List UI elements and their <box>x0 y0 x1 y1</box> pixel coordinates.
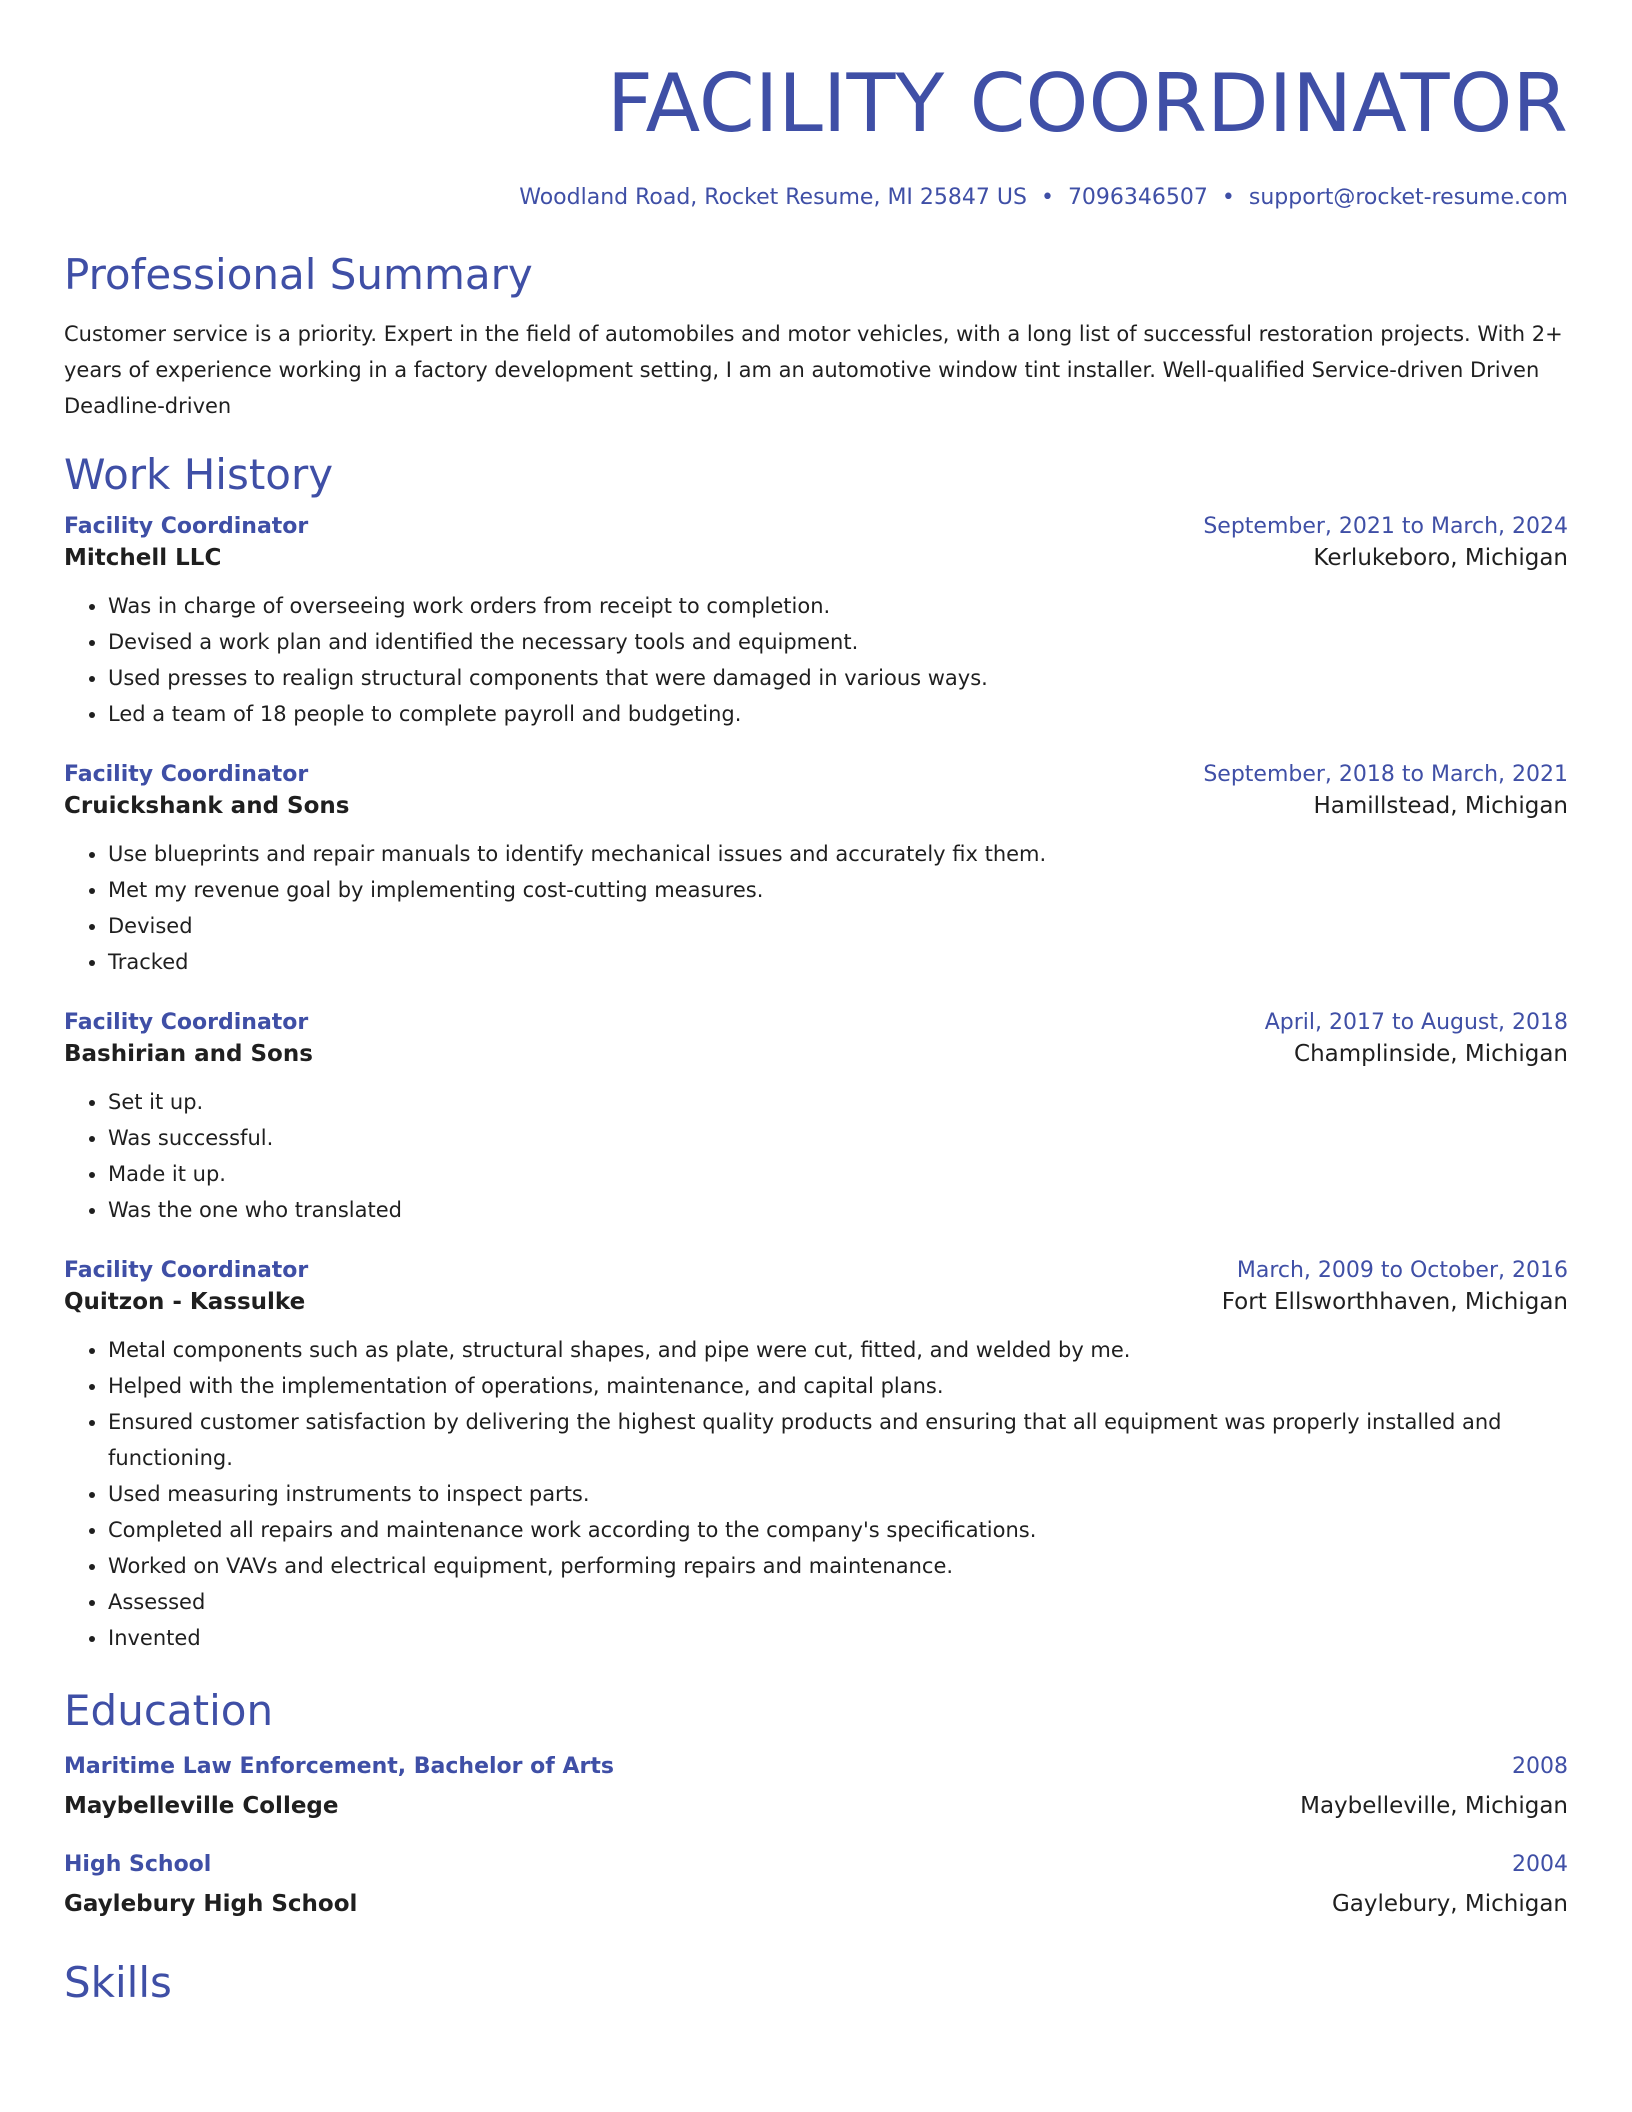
bullet-item: • Was in charge of overseeing work orders from receipt to completion. <box>108 588 1568 624</box>
work-entry-header <box>64 760 1568 790</box>
work-entry <box>64 1008 1568 1228</box>
education-year: 2008 <box>1512 1754 1568 1779</box>
work-entry-subheader <box>64 1038 1568 1070</box>
work-entry-header <box>64 1008 1568 1038</box>
job-location: Champlinside, Michigan <box>1294 1041 1568 1067</box>
job-bullets <box>64 836 1568 980</box>
bullet-item: • Used presses to realign structural components that were damaged in various ways. <box>108 660 1568 696</box>
work-entry-header <box>64 1256 1568 1286</box>
bullet-item: • Was successful. <box>108 1120 1568 1156</box>
contact-address: Woodland Road, Rocket Resume, MI 25847 US <box>519 185 1027 210</box>
degree: Maritime Law Enforcement, Bachelor of Arts <box>64 1754 614 1779</box>
bullet-item: • Invented <box>108 1620 1568 1656</box>
education-year: 2004 <box>1512 1852 1568 1877</box>
contact-phone: 7096346507 <box>1067 185 1208 210</box>
contact-email[interactable]: support@rocket-resume.com <box>1248 185 1568 210</box>
education-entry-header <box>64 1752 1568 1782</box>
bullet-item: • Ensured customer satisfaction by delivering the highest quality products and ensuring that all equipment was properly installed and functioning. <box>108 1404 1568 1476</box>
job-company: Bashirian and Sons <box>64 1041 313 1067</box>
education-entry-subheader <box>64 1790 1568 1822</box>
job-location: Fort Ellsworthhaven, Michigan <box>1221 1289 1568 1315</box>
job-location: Kerlukeboro, Michigan <box>1313 545 1568 571</box>
bullet-item: • Made it up. <box>108 1156 1568 1192</box>
education-entry <box>64 1752 1568 1822</box>
job-bullets <box>64 1332 1568 1656</box>
contact-separator: • <box>1040 185 1054 210</box>
summary-heading: Professional Summary <box>64 250 533 299</box>
job-location: Hamillstead, Michigan <box>1313 793 1568 819</box>
school-location: Maybelleville, Michigan <box>1300 1793 1568 1819</box>
resume-page <box>64 0 1568 2008</box>
bullet-item: • Completed all repairs and maintenance work according to the company's specifications. <box>108 1512 1568 1548</box>
job-dates: March, 2009 to October, 2016 <box>1236 1258 1568 1283</box>
work-entry-subheader <box>64 1286 1568 1318</box>
work-entry <box>64 1256 1568 1656</box>
job-role: Facility Coordinator <box>64 1258 309 1283</box>
work-entry-header <box>64 512 1568 542</box>
bullet-item: • Used measuring instruments to inspect parts. <box>108 1476 1568 1512</box>
work-entry-subheader <box>64 542 1568 574</box>
contact-separator: • <box>1221 185 1235 210</box>
work-history-heading: Work History <box>64 450 334 499</box>
summary-text: Customer service is a priority. Expert in the field of automobiles and motor vehicles, with a long list of successful restoration projects. With 2+ years of experience working in a factory development setting, I am an automotive window tint installer. Well-qualified Service-driven Driven Deadline-driven <box>64 322 1563 418</box>
education-entry-header <box>64 1850 1568 1880</box>
education-entry-subheader <box>64 1888 1568 1920</box>
bullet-item: • Devised <box>108 908 1568 944</box>
skills-heading: Skills <box>64 1958 172 2007</box>
bullet-item: • Led a team of 18 people to complete payroll and budgeting. <box>108 696 1568 732</box>
job-company: Cruickshank and Sons <box>64 793 350 819</box>
bullet-item: • Use blueprints and repair manuals to identify mechanical issues and accurately fix them. <box>108 836 1568 872</box>
job-bullets <box>64 588 1568 732</box>
education-entry <box>64 1850 1568 1920</box>
bullet-item: • Tracked <box>108 944 1568 980</box>
bullet-item: • Helped with the implementation of operations, maintenance, and capital plans. <box>108 1368 1568 1404</box>
job-role: Facility Coordinator <box>64 762 309 787</box>
job-role: Facility Coordinator <box>64 1010 309 1035</box>
job-dates: September, 2021 to March, 2024 <box>1203 514 1568 539</box>
school-name: Gaylebury High School <box>64 1891 358 1917</box>
job-role: Facility Coordinator <box>64 514 309 539</box>
job-company: Quitzon - Kassulke <box>64 1289 306 1315</box>
bullet-item: • Devised a work plan and identified the necessary tools and equipment. <box>108 624 1568 660</box>
contact-line <box>64 184 1568 212</box>
bullet-item: • Assessed <box>108 1584 1568 1620</box>
work-entry <box>64 512 1568 732</box>
bullet-item: • Set it up. <box>108 1084 1568 1120</box>
work-entry-subheader <box>64 790 1568 822</box>
degree: High School <box>64 1852 212 1877</box>
job-dates: April, 2017 to August, 2018 <box>1264 1010 1568 1035</box>
job-bullets <box>64 1084 1568 1228</box>
bullet-item: • Worked on VAVs and electrical equipment, performing repairs and maintenance. <box>108 1548 1568 1584</box>
resume-title: FACILITY COORDINATOR <box>606 57 1568 150</box>
job-dates: September, 2018 to March, 2021 <box>1203 762 1568 787</box>
bullet-item: • Metal components such as plate, structural shapes, and pipe were cut, fitted, and welded by me. <box>108 1332 1568 1368</box>
school-location: Gaylebury, Michigan <box>1331 1891 1568 1917</box>
school-name: Maybelleville College <box>64 1793 339 1819</box>
bullet-item: • Was the one who translated <box>108 1192 1568 1228</box>
job-company: Mitchell LLC <box>64 545 222 571</box>
bullet-item: • Met my revenue goal by implementing cost-cutting measures. <box>108 872 1568 908</box>
education-heading: Education <box>64 1686 274 1735</box>
work-entry <box>64 760 1568 980</box>
